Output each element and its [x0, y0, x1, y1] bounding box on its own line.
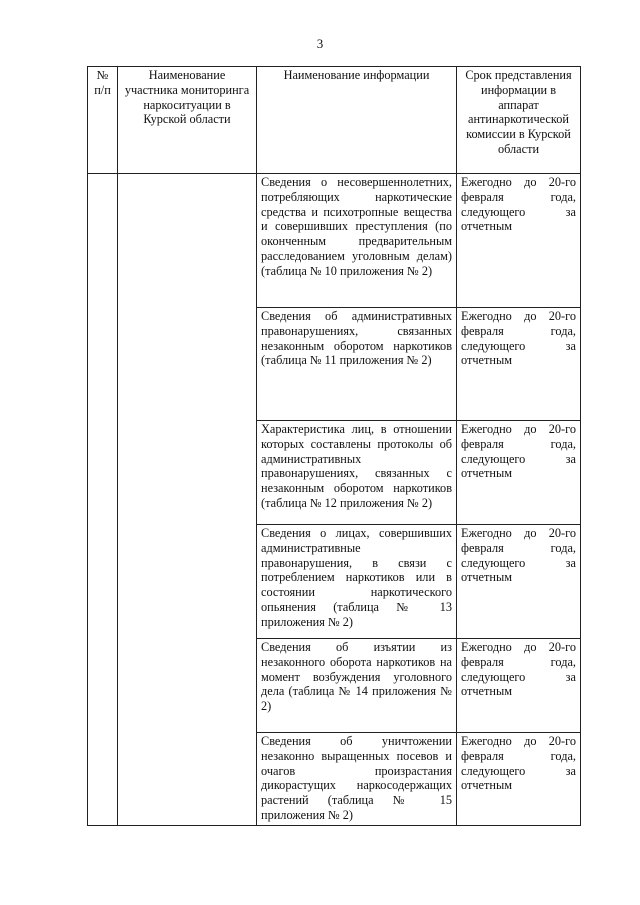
monitoring-table	[87, 66, 581, 826]
info-cell: Сведения об административных правонарушениях, связанных незаконным оборотом наркотиков (таблица № 11 приложения № 2)	[257, 308, 457, 421]
info-cell: Сведения об уничтожении незаконно выращенных посевов и очагов произрастания дикорастущих наркосодержащих растений (таблица № 15 приложения № 2)	[257, 733, 457, 826]
info-cell: Характеристика лиц, в отношении которых составлены протоколы об административных правонарушениях, связанных с незаконным оборотом наркотиков (таблица № 12 приложения № 2)	[257, 421, 457, 525]
info-cell: Сведения о лицах, совершивших административные правонарушения, в связи с потреблением наркотиков или в состоянии наркотического опьянения (таблица № 13 приложения № 2)	[257, 525, 457, 639]
table-header-row	[88, 67, 581, 174]
term-cell: Ежегодно до 20-го февраля года, следующего за отчетным	[457, 639, 581, 733]
term-cell: Ежегодно до 20-го февраля года, следующего за отчетным	[457, 308, 581, 421]
term-cell: Ежегодно до 20-го февраля года, следующего за отчетным	[457, 525, 581, 639]
header-info: Наименование информации	[257, 67, 457, 174]
header-participant: Наименование участника мониторинга наркоситуации в Курской области	[118, 67, 257, 174]
header-term: Срок представления информации в аппарат антинаркотической комиссии в Курской области	[457, 67, 581, 174]
info-cell: Сведения о несовершеннолетних, потребляющих наркотические средства и психотропные вещества и совершивших преступления (по оконченным предварительным расследованием уголовным делам) (таблица № 10 приложения № 2)	[257, 174, 457, 308]
header-number: № п/п	[88, 67, 118, 174]
table-row	[88, 174, 581, 308]
term-cell: Ежегодно до 20-го февраля года, следующего за отчетным	[457, 733, 581, 826]
info-cell: Сведения об изъятии из незаконного оборота наркотиков на момент возбуждения уголовного дела (таблица № 14 приложения № 2)	[257, 639, 457, 733]
term-cell: Ежегодно до 20-го февраля года, следующего за отчетным	[457, 174, 581, 308]
number-cell	[88, 174, 118, 826]
participant-cell	[118, 174, 257, 826]
page-number: 3	[316, 36, 324, 51]
term-cell: Ежегодно до 20-го февраля года, следующего за отчетным	[457, 421, 581, 525]
